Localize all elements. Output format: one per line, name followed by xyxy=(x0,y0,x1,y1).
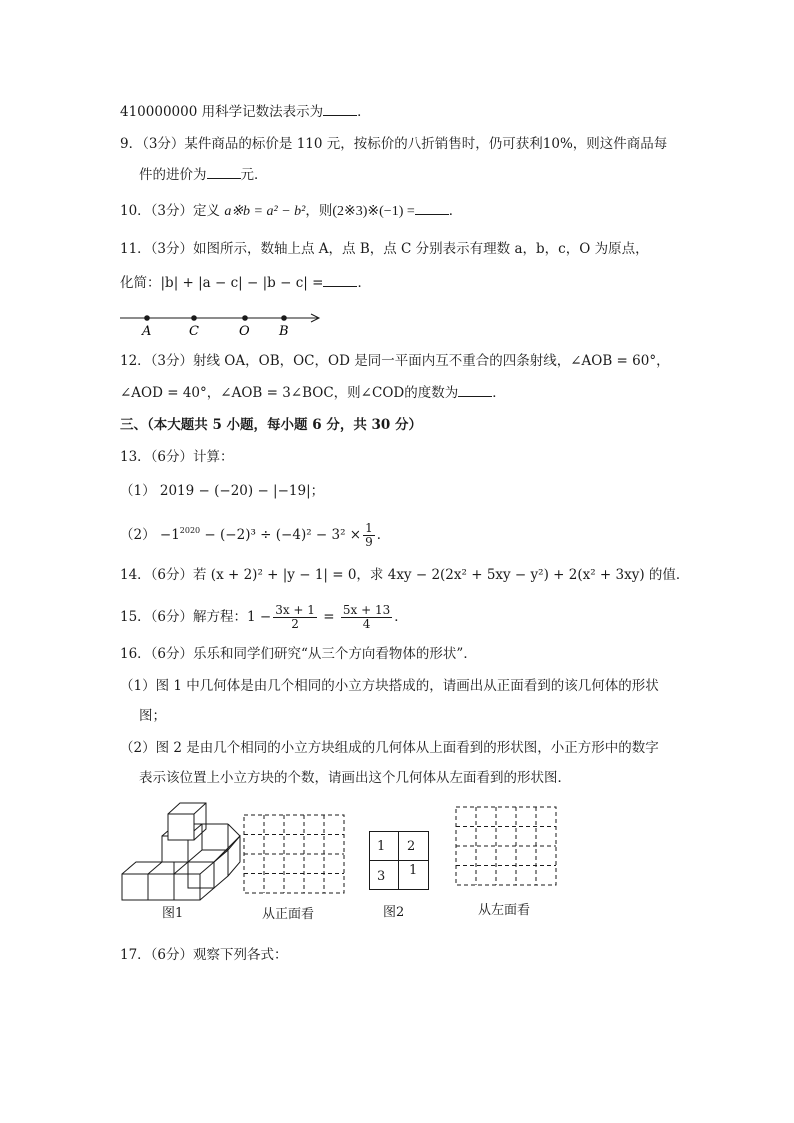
q16-part2-line2: 表示该位置上小立方块的个数，请画出这个几何体从左面看到的形状图． xyxy=(139,770,571,786)
point-o-dot xyxy=(242,315,248,321)
q11-line2: 化简：|b| + |a − c| − |b − c| = ． xyxy=(120,275,371,291)
grid-divider xyxy=(370,860,428,861)
q11-answer-blank[interactable] xyxy=(323,274,357,287)
q16-part1-line2: 图； xyxy=(139,708,166,724)
q16-head: 16．（6分）乐乐和同学们研究“从三个方向看物体的形状”． xyxy=(120,646,477,662)
point-c-label: C xyxy=(189,324,199,338)
grid-cell-value: 1 xyxy=(409,863,418,878)
front-view-grid[interactable] xyxy=(243,814,347,896)
q13-part1: （1） 2019 − (−20) − |−19|； xyxy=(120,483,325,499)
q10-answer-blank[interactable] xyxy=(415,202,449,215)
q17-head: 17．（6分）观察下列各式： xyxy=(120,947,288,963)
q11-line1: 11．（3分）如图所示，数轴上点 A，点 B，点 C 分别表示有理数 a，b，c，O 为原点， xyxy=(120,241,649,257)
q9-answer-blank[interactable] xyxy=(207,166,241,179)
grid-cell-value: 2 xyxy=(407,839,416,854)
cube-front-face xyxy=(122,874,148,900)
point-b-label: B xyxy=(279,324,289,338)
grid-cell-value: 1 xyxy=(377,839,386,854)
fraction-left: $\frac{3x + 1}{2}$ xyxy=(275,603,315,631)
q12-answer-blank[interactable] xyxy=(458,384,492,397)
figure-1-label: 图1 xyxy=(162,906,184,921)
q8-line: 410000000 用科学记数法表示为 ． xyxy=(120,104,371,120)
fraction-one-ninth: $\frac{1}{9}$ xyxy=(365,521,373,549)
left-view-label: 从左面看 xyxy=(478,903,531,918)
q9-line1: 9．（3分）某件商品的标价是 110 元，按标价的八折销售时，仍可获利10%，则这件商品每 xyxy=(120,136,668,152)
fraction-right: $\frac{5x + 13}{4}$ xyxy=(342,603,391,631)
q15-line: 15．（6分）解方程：1 − $\frac{3x + 1}{2}$ = $\frac{5x + 13}{4}$ ． xyxy=(120,603,408,631)
figure-2-label: 图2 xyxy=(383,905,405,920)
front-view-label: 从正面看 xyxy=(262,907,315,922)
cube-front-face xyxy=(174,874,200,900)
point-a-label: A xyxy=(142,324,152,338)
q16-part1-line1: （1）图 1 中几何体是由几个相同的小立方块搭成的，请画出从正面看到的该几何体的形状 xyxy=(120,678,659,694)
point-o-label: O xyxy=(239,324,250,338)
q13-head: 13．（6分）计算： xyxy=(120,449,234,465)
figure-1-cubes xyxy=(120,800,245,905)
q8-text: 410000000 用科学记数法表示为 xyxy=(120,104,324,120)
q16-part2-line1: （2）图 2 是由几个相同的小立方块组成的几何体从上面看到的形状图，小正方形中的数字 xyxy=(120,740,659,756)
point-c-dot xyxy=(191,315,197,321)
q8-answer-blank[interactable] xyxy=(323,103,357,116)
cube-front-face xyxy=(148,874,174,900)
figure-2-top-view xyxy=(369,831,429,890)
q12-line1: 12．（3分）射线 OA，OB，OC，OD 是同一平面内互不重合的四条射线，∠AOB = 60°， xyxy=(120,353,670,369)
q12-line2: ∠AOD = 40°，∠AOB = 3∠BOC，则∠COD的度数为 ． xyxy=(120,385,506,401)
q13-part2: $(2) -1^{2020} - (-2)^3 \div (-4)^2 - 3^2$ × $\frac{1}{9}$ ． xyxy=(120,521,391,549)
number-line-figure xyxy=(118,304,328,338)
q14-line: 14．（6分）若 (x + 2)² + |y − 1| = 0，求 4xy − 2(2x² + 5xy − y²) + 2(x² + 3xy) 的值． xyxy=(120,567,690,583)
q9-line2: 件的进价为 元． xyxy=(139,167,268,183)
point-a-dot xyxy=(144,315,150,321)
left-view-grid[interactable] xyxy=(455,806,559,888)
q10-line: 10．（3分）定义 a※b = a² − b²，则(2※3)※(−1) = ． xyxy=(120,203,463,219)
section-3-heading: 三、（本大题共 5 小题，每小题 6 分，共 30 分） xyxy=(120,417,423,433)
grid-cell-value: 3 xyxy=(377,869,386,884)
point-b-dot xyxy=(281,315,287,321)
